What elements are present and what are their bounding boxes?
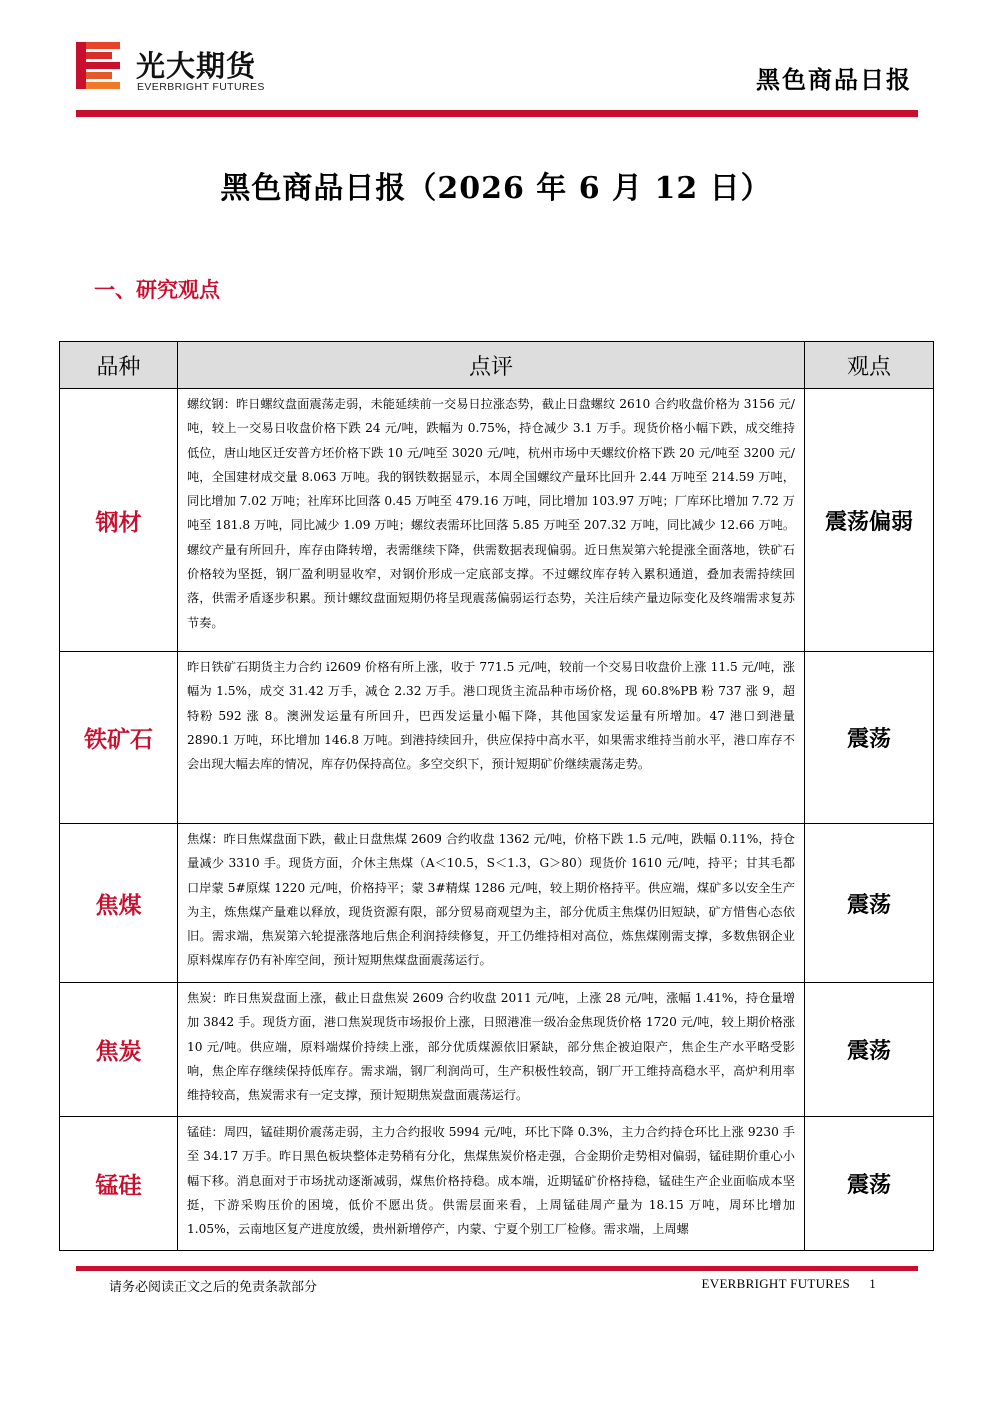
table-row-coke [60,983,934,1117]
header-view: 观点 [805,342,934,389]
logo-name-en: EVERBRIGHT FUTURES [137,81,265,93]
section-heading: 一、研究观点 [94,278,220,302]
logo-name-cn: 光大期货 [136,49,257,83]
row-category: 锰硅 [60,1117,178,1251]
footer-brand [702,1276,876,1292]
header-comment: 点评 [178,342,805,389]
row-comment: 昨日铁矿石期货主力合约 i2609 价格有所上涨，收于 771.5 元/吨，较前一个交易日收盘价上涨 11.5 元/吨，涨幅为 1.5%，成交 31.42 万手，减仓 2.32 万手。港口现货主流品种市场价格，现 60.8%PB 粉 737 涨 9，超特粉 592 涨 8。澳洲发运量有所回升，巴西发运量小幅下降，其他国家发运量有所增加。47 港口到港量 2890.1 万吨，环比增加 146.8 万吨。到港持续回升，供应保持中高水平，如果需求维持当前水平，港口库存不会出现大幅去库的情况，库存仍保持高位。多空交织下，预计短期矿价继续震荡走势。 [178,652,805,824]
row-category: 铁矿石 [60,652,178,824]
table-row-coking-coal [60,824,934,983]
row-category: 焦炭 [60,983,178,1117]
header-divider [76,110,918,117]
table-row-iron-ore [60,652,934,824]
header-report-title: 黑色商品日报 [756,66,912,94]
row-comment: 螺纹钢：昨日螺纹盘面震荡走弱，未能延续前一交易日拉涨态势，截止日盘螺纹 2610 合约收盘价格为 3156 元/吨，较上一交易日收盘价格下跌 24 元/吨，跌幅为 0.75%，持仓减少 3.1 万手。现货价格小幅下跌，成交维持低位，唐山地区迁安普方坯价格下跌 10 元/吨至 3020 元/吨，杭州市场中天螺纹价格下跌 20 元/吨至 3200 元/吨，全国建材成交量 8.063 万吨。我的钢铁数据显示，本周全国螺纹产量环比回升 2.44 万吨至 214.59 万吨，同比增加 7.02 万吨；社库环比回落 0.45 万吨至 479.16 万吨，同比增加 103.97 万吨；厂库环比增加 7.72 万吨至 181.8 万吨，同比减少 1.09 万吨；螺纹表需环比回落 5.85 万吨至 207.32 万吨，同比减少 12.66 万吨。螺纹产量有所回升，库存由降转增，表需继续下降，供需数据表现偏弱。近日焦炭第六轮提涨全面落地，铁矿石价格较为坚挺，钢厂盈利明显收窄，对钢价形成一定底部支撑。不过螺纹库存转入累积通道，叠加表需持续回落，供需矛盾逐步积累。预计螺纹盘面短期仍将呈现震荡偏弱运行态势，关注后续产量边际变化及终端需求复苏节奏。 [178,389,805,652]
table-header-row [60,342,934,389]
row-comment: 焦煤：昨日焦煤盘面下跌，截止日盘焦煤 2609 合约收盘 1362 元/吨，价格下跌 1.5 元/吨，跌幅 0.11%，持仓量减少 3310 手。现货方面，介休主焦煤（A＜10.5，S＜1.3，G＞80）现货价 1610 元/吨，持平；甘其毛都口岸蒙 5#原煤 1220 元/吨，价格持平；蒙 3#精煤 1286 元/吨，较上期价格持平。供应端，煤矿多以安全生产为主，炼焦煤产量难以释放，现货资源有限，部分贸易商观望为主，部分优质主焦煤仍旧短缺，矿方惜售心态依旧。需求端，焦炭第六轮提涨落地后焦企利润持续修复，开工仍维持相对高位，炼焦煤刚需支撑，多数焦钢企业原料煤库存仍有补库空间，预计短期焦煤盘面震荡运行。 [178,824,805,983]
footer-brand-name: EVERBRIGHT FUTURES [701,1276,851,1291]
row-category: 钢材 [60,389,178,652]
row-comment: 锰硅：周四，锰硅期价震荡走弱，主力合约报收 5994 元/吨，环比下降 0.3%，主力合约持仓环比上涨 9230 手至 34.17 万手。昨日黑色板块整体走势稍有分化，焦煤焦炭价格走强，合金期价走势相对偏弱，锰硅期价重心小幅下移。消息面对于市场扰动逐渐减弱，煤焦价格持稳。成本端，近期锰矿价格持稳，锰硅生产企业面临成本坚挺，下游采购压价的困境，低价不愿出货。供需层面来看，上周锰硅周产量为 18.15 万吨，周环比增加 1.05%，云南地区复产进度放缓，贵州新增停产，内蒙、宁夏个别工厂检修。需求端，上周螺 [178,1117,805,1251]
company-logo [76,40,316,100]
header-category: 品种 [60,342,178,389]
row-view: 震荡 [805,1117,934,1251]
table-row-silicomanganese [60,1117,934,1251]
research-view-table [59,341,934,1251]
footer-divider [76,1266,918,1271]
row-category: 焦煤 [60,824,178,983]
table-row-steel [60,389,934,652]
footer-disclaimer: 请务必阅读正文之后的免责条款部分 [109,1280,318,1295]
row-view: 震荡 [805,824,934,983]
row-view: 震荡偏弱 [805,389,934,652]
row-comment: 焦炭：昨日焦炭盘面上涨，截止日盘焦炭 2609 合约收盘 2011 元/吨，上涨 28 元/吨，涨幅 1.41%，持仓量增加 3842 手。现货方面，港口焦炭现货市场报价上涨，日照港准一级冶金焦现货价格 1720 元/吨，较上期价格涨 10 元/吨。供应端，原料端煤价持续上涨，部分优质煤源依旧紧缺，部分焦企被迫限产，焦企生产水平略受影响，焦企库存继续保持低库存。需求端，钢厂利润尚可，生产积极性较高，钢厂开工维持高稳水平，高炉利用率维持较高，焦炭需求有一定支撑，预计短期焦炭盘面震荡运行。 [178,983,805,1117]
page-number: 1 [869,1276,876,1291]
row-view: 震荡 [805,652,934,824]
row-view: 震荡 [805,983,934,1117]
document-title: 黑色商品日报（2026 年 6 月 12 日） [220,171,772,206]
logo-emblem-icon [76,40,128,96]
